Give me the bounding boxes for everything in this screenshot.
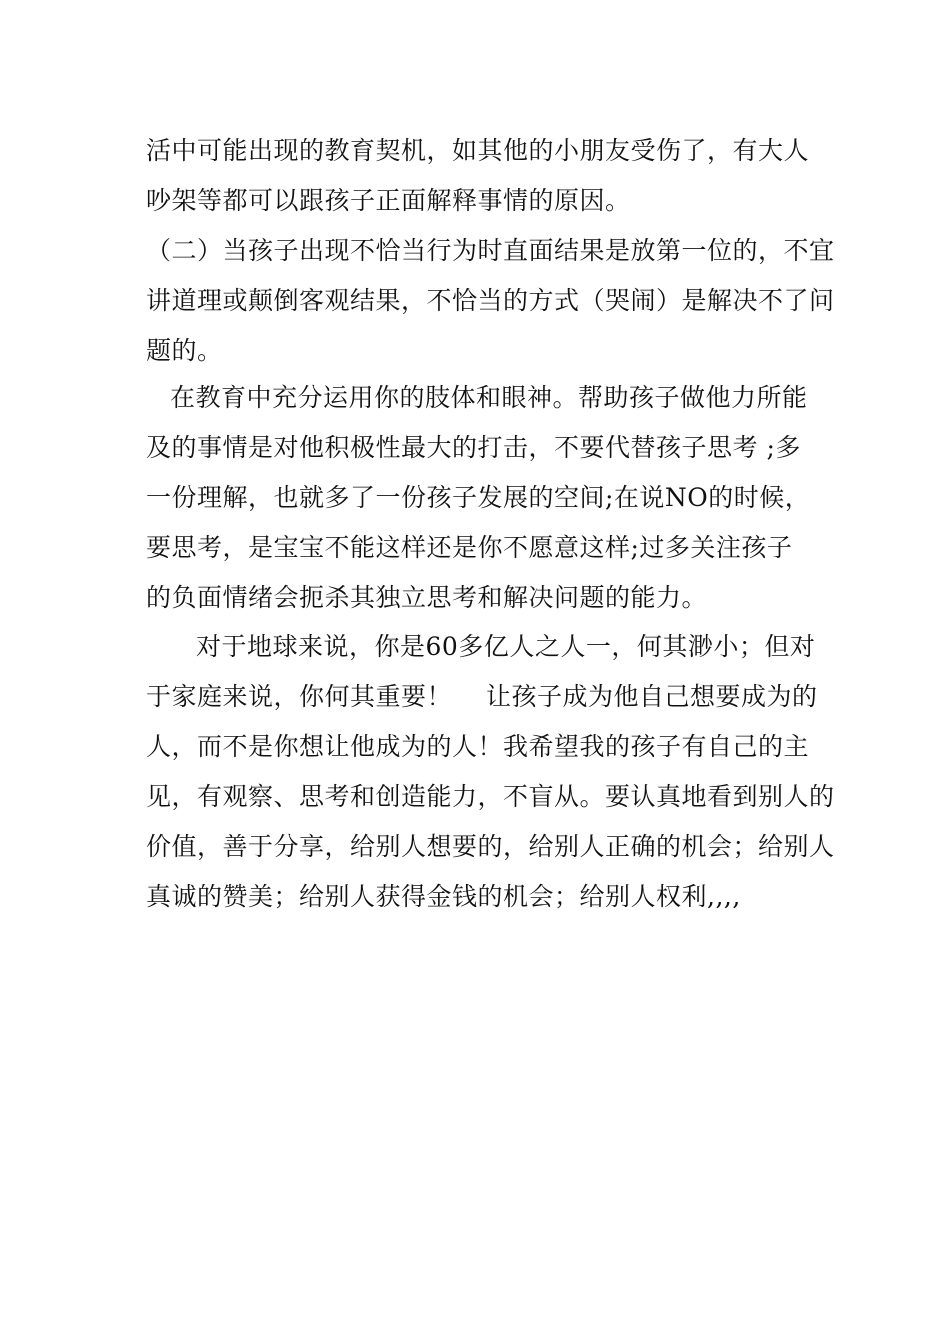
text-line-13: 人，而不是你想让他成为的人！我希望我的孩子有自己的主 (146, 732, 810, 761)
text-line-1: 活中可能出现的教育契机，如其他的小朋友受伤了，有大人 (146, 136, 810, 165)
text-line-11: 对于地球来说，你是60多亿人之人一，何其渺小；但对 (196, 632, 816, 661)
text-line-10: 的负面情绪会扼杀其独立思考和解决问题的能力。 (146, 583, 708, 612)
text-line-12: 于家庭来说，你何其重要！ 让孩子成为他自己想要成为的 (146, 682, 818, 711)
text-line-16: 真诚的赞美；给别人获得金钱的机会；给别人权利,,,, (146, 882, 741, 911)
text-line-15: 价值，善于分享，给别人想要的，给别人正确的机会；给别人 (146, 832, 835, 861)
text-line-2: 吵架等都可以跟孩子正面解释事情的原因。 (146, 186, 631, 215)
text-line-9: 要思考，是宝宝不能这样还是你不愿意这样;过多关注孩子 (146, 533, 793, 562)
text-line-3: （二）当孩子出现不恰当行为时直面结果是放第一位的，不宜 (146, 236, 835, 265)
text-line-6: 在教育中充分运用你的肢体和眼神。帮助孩子做他力所能 (170, 383, 808, 412)
text-line-14: 见，有观察、思考和创造能力，不盲从。要认真地看到别人的 (146, 782, 835, 811)
text-line-7: 及的事情是对他积极性最大的打击，不要代替孩子思考 ;多 (146, 433, 801, 462)
text-line-5: 题的。 (146, 336, 223, 365)
text-line-8: 一份理解，也就多了一份孩子发展的空间;在说NO的时候， (146, 483, 811, 512)
text-line-4: 讲道理或颠倒客观结果，不恰当的方式（哭闹）是解决不了问 (146, 286, 835, 315)
